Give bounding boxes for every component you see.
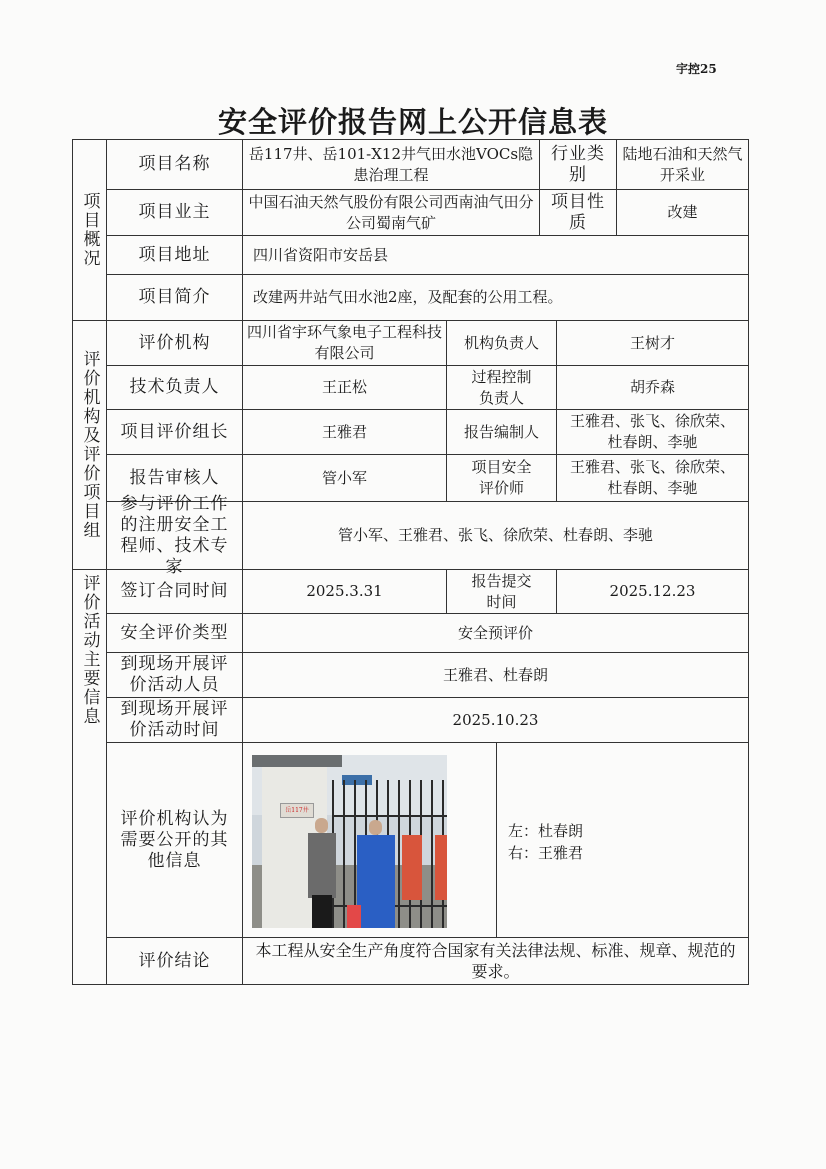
value-owner: 中国石油天然气股份有限公司西南油气田分公司蜀南气矿: [242, 189, 540, 236]
caption-left: 左：杜春朗: [508, 822, 584, 840]
value-contract-date: 2025.3.31: [242, 569, 447, 614]
label-submit-date: 报告提交时间: [446, 569, 557, 614]
label-contract-date: 签订合同时间: [106, 569, 243, 614]
value-reviewer: 管小军: [242, 454, 447, 502]
value-eval-type: 安全预评价: [242, 613, 749, 653]
value-address: 四川省资阳市安岳县: [242, 235, 749, 275]
label-other-info: 评价机构认为需要公开的其他信息: [106, 742, 243, 938]
value-process-head: 胡乔森: [556, 365, 749, 410]
label-onsite-people: 到现场开展评价活动人员: [106, 652, 243, 698]
value-conclusion: 本工程从安全生产角度符合国家有关法律法规、标准、规章、规范的要求。: [242, 937, 749, 985]
label-process-head: 过程控制负责人: [446, 365, 557, 410]
value-industry: 陆地石油和天然气开采业: [616, 139, 749, 190]
value-nature: 改建: [616, 189, 749, 236]
value-writer: 王雅君、张飞、徐欣荣、杜春朗、李驰: [556, 409, 749, 455]
label-brief: 项目简介: [106, 274, 243, 321]
value-submit-date: 2025.12.23: [556, 569, 749, 614]
site-photo: [252, 755, 447, 928]
value-org: 四川省宇环气象电子工程科技有限公司: [242, 320, 447, 366]
label-conclusion: 评价结论: [106, 937, 243, 985]
photo-sign: 岳117井: [280, 803, 314, 818]
label-eval-type: 安全评价类型: [106, 613, 243, 653]
value-project-name: 岳117井、岳101-X12井气田水池VOCs隐患治理工程: [242, 139, 540, 190]
value-assessor: 王雅君、张飞、徐欣荣、杜春朗、李驰: [556, 454, 749, 502]
document-code: 宇控25: [676, 62, 717, 76]
label-nature: 项目性质: [539, 189, 617, 236]
page-title: 安全评价报告网上公开信息表: [217, 105, 608, 139]
label-writer: 报告编制人: [446, 409, 557, 455]
label-onsite-time: 到现场开展评价活动时间: [106, 697, 243, 743]
group-evaluation-org: 评价机构及评价项目组: [72, 320, 107, 570]
label-address: 项目地址: [106, 235, 243, 275]
value-leader: 王雅君: [242, 409, 447, 455]
label-owner: 项目业主: [106, 189, 243, 236]
label-leader: 项目评价组长: [106, 409, 243, 455]
value-onsite-people: 王雅君、杜春朗: [242, 652, 749, 698]
photo-caption: [508, 820, 583, 864]
value-onsite-time: 2025.10.23: [242, 697, 749, 743]
caption-right: 右：王雅君: [508, 844, 584, 862]
label-experts: 参与评价工作的注册安全工程师、技术专家: [106, 501, 243, 570]
group-evaluation-activity: 评价活动主要信息: [72, 569, 107, 985]
label-assessor: 项目安全评价师: [446, 454, 557, 502]
label-org: 评价机构: [106, 320, 243, 366]
value-tech-head: 王正松: [242, 365, 447, 410]
value-experts: 管小军、王雅君、张飞、徐欣荣、杜春朗、李驰: [242, 501, 749, 570]
label-industry: 行业类别: [539, 139, 617, 190]
label-tech-head: 技术负责人: [106, 365, 243, 410]
label-project-name: 项目名称: [106, 139, 243, 190]
label-org-head: 机构负责人: [446, 320, 557, 366]
label-reviewer: 报告审核人: [106, 454, 243, 502]
group-project-overview: 项目概况: [72, 139, 107, 321]
value-org-head: 王树才: [556, 320, 749, 366]
value-brief: 改建两井站气田水池2座，及配套的公用工程。: [242, 274, 749, 321]
